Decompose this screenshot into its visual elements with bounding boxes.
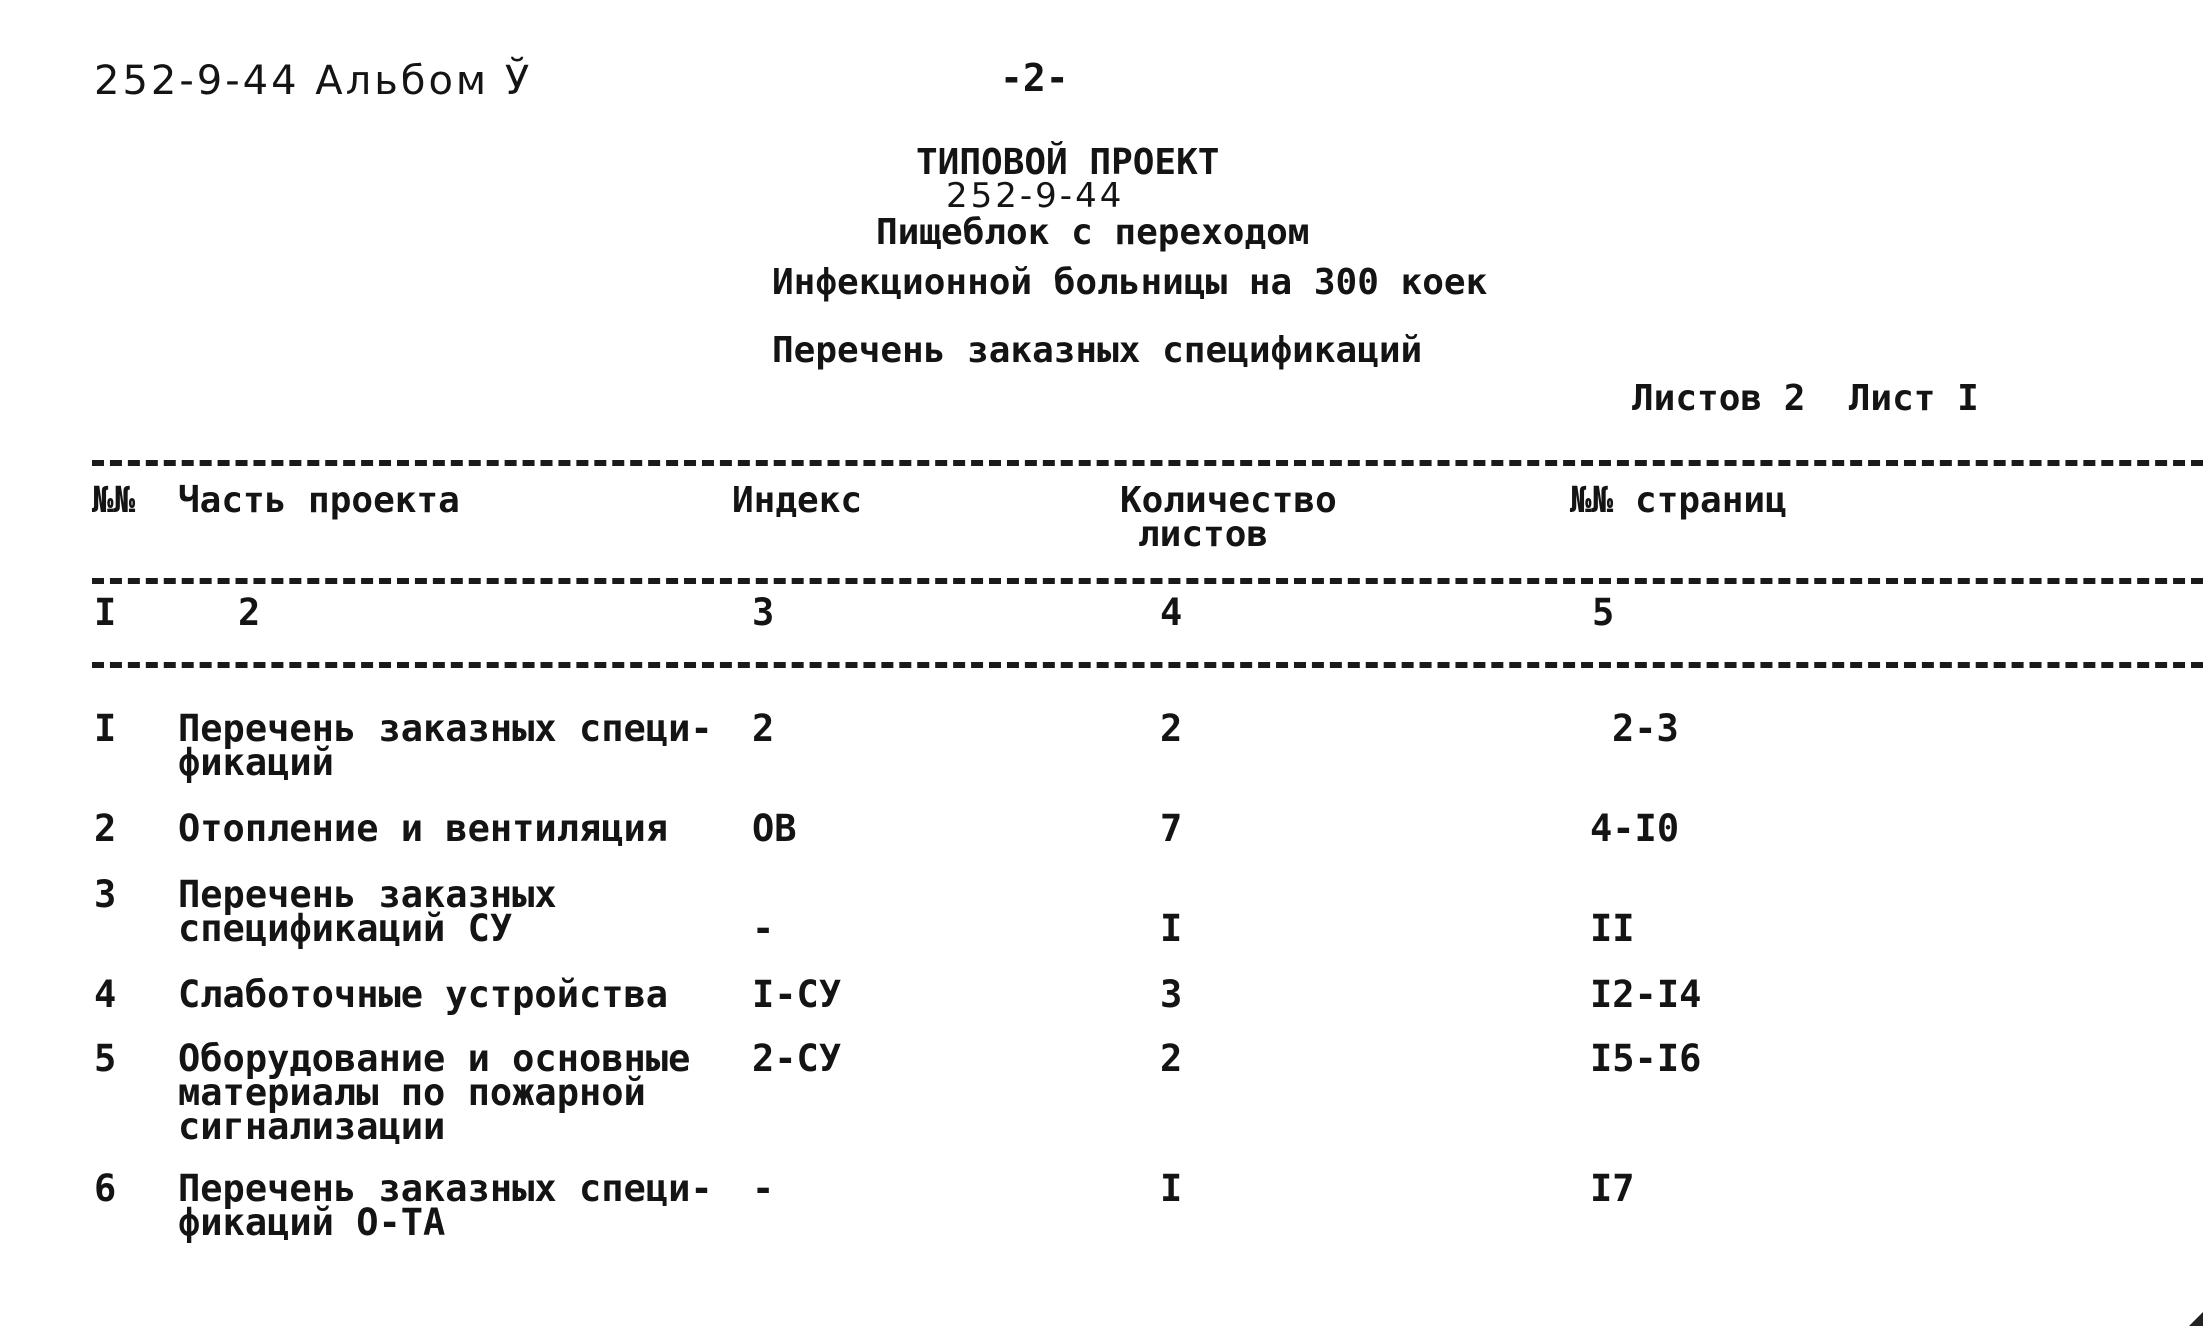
list-title: Перечень заказных спецификаций (772, 330, 1423, 371)
row-6-pages: I7 (1590, 1167, 1635, 1210)
row-2-num: 2 (94, 807, 117, 850)
row-4-num: 4 (94, 973, 117, 1016)
row-4-count: 3 (1160, 973, 1183, 1016)
project-type: ТИПОВОЙ ПРОЕКТ (916, 142, 1220, 183)
row-1-count: 2 (1160, 707, 1183, 750)
row-3-part-line2: спецификаций СУ (178, 907, 513, 950)
row-5-num: 5 (94, 1037, 117, 1080)
header-count: Количество (1120, 480, 1337, 521)
row-1-part: Перечень заказных специ- (178, 707, 713, 750)
row-3-count: I (1160, 907, 1183, 950)
row-3-pages: II (1590, 907, 1635, 950)
project-code: 252-9-44 (946, 176, 1125, 216)
album-reference: 252-9-44 Альбом Ў (94, 58, 533, 104)
header-pages: №№ страниц (1570, 480, 1787, 521)
row-3-part: Перечень заказных (178, 873, 557, 916)
row-5-pages: I5-I6 (1590, 1037, 1702, 1080)
header-part: Часть проекта (178, 480, 460, 521)
colnum-4: 4 (1160, 591, 1183, 634)
row-2-pages: 4-I0 (1590, 807, 1680, 850)
row-2-part: Отопление и вентиляция (178, 807, 669, 850)
row-4-pages: I2-I4 (1590, 973, 1702, 1016)
row-5-count: 2 (1160, 1037, 1183, 1080)
row-5-part: Оборудование и основные (178, 1037, 691, 1080)
colnum-2: 2 (238, 591, 261, 634)
row-6-count: I (1160, 1167, 1183, 1210)
table-top-rule (92, 460, 2203, 466)
colnum-5: 5 (1592, 591, 1615, 634)
row-5-index: 2-СУ (752, 1037, 842, 1080)
column-numbers-rule (92, 662, 2203, 668)
header-count-second-line: листов (1138, 514, 1269, 555)
row-5-part-line3: сигнализации (178, 1105, 446, 1148)
row-2-count: 7 (1160, 807, 1183, 850)
row-1-index: 2 (752, 707, 775, 750)
row-6-part-line2: фикаций О-ТА (178, 1201, 446, 1244)
corner-scan-mark (2189, 1312, 2203, 1326)
colnum-1: I (94, 591, 117, 634)
row-4-part: Слаботочные устройства (178, 973, 669, 1016)
row-2-index: ОВ (752, 807, 797, 850)
row-1-pages: 2-3 (1612, 707, 1679, 750)
header-num: №№ (92, 480, 136, 521)
colnum-3: 3 (752, 591, 775, 634)
header-bottom-rule (92, 578, 2203, 584)
row-6-part: Перечень заказных специ- (178, 1167, 713, 1210)
row-6-index: - (752, 1167, 775, 1210)
row-5-part-line2: материалы по пожарной (178, 1071, 646, 1114)
page-number: -2- (1000, 56, 1069, 100)
object-description: Инфекционной больницы на 300 коек (772, 262, 1488, 303)
header-index: Индекс (732, 480, 863, 521)
row-4-index: I-СУ (752, 973, 842, 1016)
row-3-num: 3 (94, 873, 117, 916)
object-name: Пищеблок с переходом (876, 212, 1310, 253)
row-1-part-line2: фикаций (178, 741, 334, 784)
row-3-index: - (752, 907, 775, 950)
row-1-num: I (94, 707, 117, 750)
row-6-num: 6 (94, 1167, 117, 1210)
sheets-info: Листов 2 Лист I (1632, 378, 1979, 419)
